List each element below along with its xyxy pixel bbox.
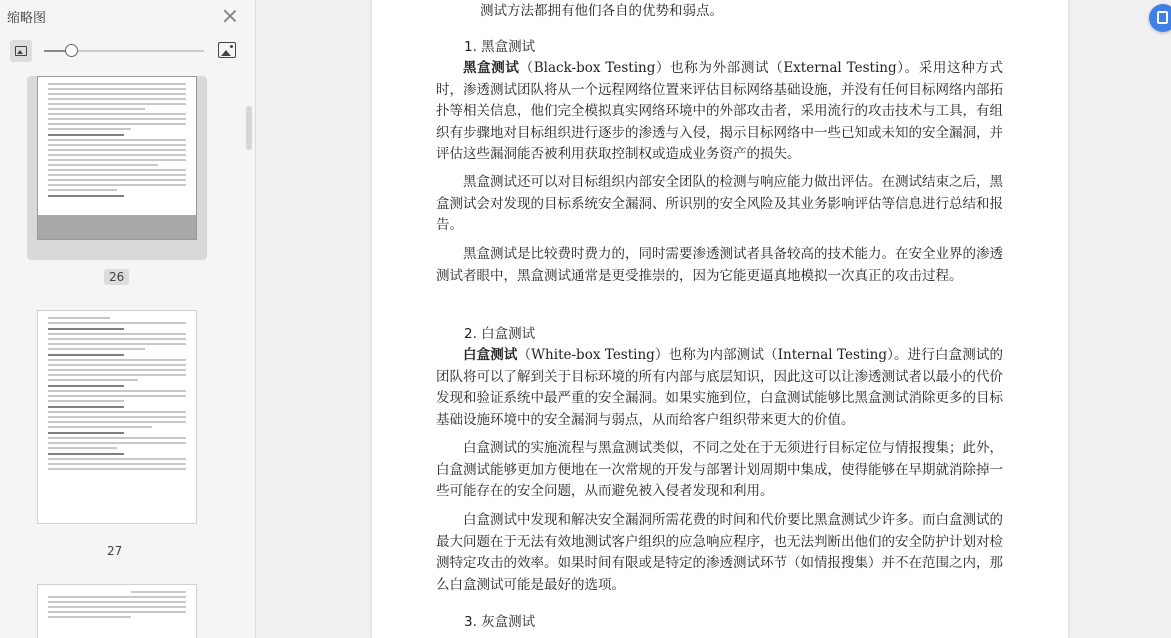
paragraph-black-box-3: 黑盒测试是比较费时费力的，同时需要渗透测试者具备较高的技术能力。在安全业界的渗透测试者眼中，黑盒测试通常是更受推崇的，因为它能更逼真地模拟一次真正的攻击过程。 — [436, 246, 1003, 284]
paragraph-text: （White-box Testing）也称为内部测试（Internal Testing）。进行白盒测试的团队将可以了解到关于目标环境的所有内部与底层知识，因此这可以让渗透测试者以最小的代价发现和验证系统中最严重的安全漏洞。如果实施到位，白盒测试能够比黑盒测试消除更多的目标基础设施环境中的安全漏洞与弱点，从而给客户组织带来更大的价值。 — [436, 347, 1003, 428]
page-number: 27 — [107, 544, 123, 558]
floating-document-button[interactable] — [1149, 4, 1171, 32]
large-image-icon[interactable] — [218, 42, 236, 58]
bold-term: 黑盒测试 — [463, 60, 520, 76]
document-icon — [1157, 11, 1168, 24]
thumbnail-page-28[interactable] — [27, 576, 207, 638]
page-number: 26 — [104, 269, 129, 285]
document-page — [372, 0, 1068, 638]
heading-black-box: 1. 黑盒测试 — [464, 39, 536, 55]
heading-white-box: 2. 白盒测试 — [464, 326, 536, 342]
paragraph-white-box-2: 白盒测试的实施流程与黑盒测试类似，不同之处在于无须进行目标定位与情报搜集；此外，白盒测试能够更加方便地在一次常规的开发与部署计划周期中集成，使得能够在早期就消除掉一些可能存在的安全问题，从而避免被入侵者发现和利用。 — [436, 440, 1003, 499]
thumbnail-page-27[interactable] — [27, 300, 207, 558]
paragraph-white-box-1 — [436, 345, 1003, 431]
intro-line: 测试方法都拥有他们各自的优势和弱点。 — [480, 3, 723, 19]
sidebar-scrollbar[interactable] — [246, 106, 252, 150]
close-icon[interactable] — [222, 8, 238, 24]
paragraph-black-box-1 — [436, 58, 1003, 166]
document-viewport[interactable] — [256, 0, 1171, 638]
thumbnail-zoom-row — [0, 36, 256, 66]
thumbnail-image — [37, 584, 197, 638]
thumbnail-image — [37, 76, 197, 240]
slider-thumb[interactable] — [65, 44, 78, 57]
bold-term: 白盒测试 — [463, 347, 518, 363]
thumbnail-image — [37, 310, 197, 524]
paragraph-black-box-2: 黑盒测试还可以对目标组织内部安全团队的检测与响应能力做出评估。在测试结束之后，黑盒测试会对发现的目标系统安全漏洞、所识别的安全风险及其业务影响评估等信息进行总结和报告。 — [436, 174, 1003, 233]
thumbnail-list — [0, 76, 256, 638]
sidebar-header — [0, 0, 256, 32]
thumbnail-sidebar — [0, 0, 256, 638]
small-image-icon[interactable] — [10, 40, 32, 62]
thumbnail-zoom-slider[interactable] — [44, 50, 204, 52]
thumbnail-page-26[interactable] — [27, 76, 207, 284]
heading-gray-box: 3. 灰盒测试 — [464, 614, 536, 630]
sidebar-title: 缩略图 — [7, 11, 47, 26]
paragraph-text: （Black-box Testing）也称为外部测试（External Testing）。采用这种方式时，渗透测试团队将从一个远程网络位置来评估目标网络基础设施，并没有任何目标网络内部拓扑等相关信息，他们完全模拟真实网络环境中的外部攻击者，采用流行的攻击技术与工具，有组织有步骤地对目标组织进行逐步的渗透与入侵，揭示目标网络中一些已知或未知的安全漏洞，并评估这些漏洞能否被利用获取控制权或造成业务资产的损失。 — [436, 60, 1004, 162]
paragraph-white-box-3: 白盒测试中发现和解决安全漏洞所需花费的时间和代价要比黑盒测试少许多。而白盒测试的最大问题在于无法有效地测试客户组织的应急响应程序，也无法判断出他们的安全防护计划对检测特定攻击的效率。如果时间有限或是特定的渗透测试环节（如情报搜集）并不在范围之内，那么白盒测试可能是最好的选项。 — [436, 512, 1003, 593]
